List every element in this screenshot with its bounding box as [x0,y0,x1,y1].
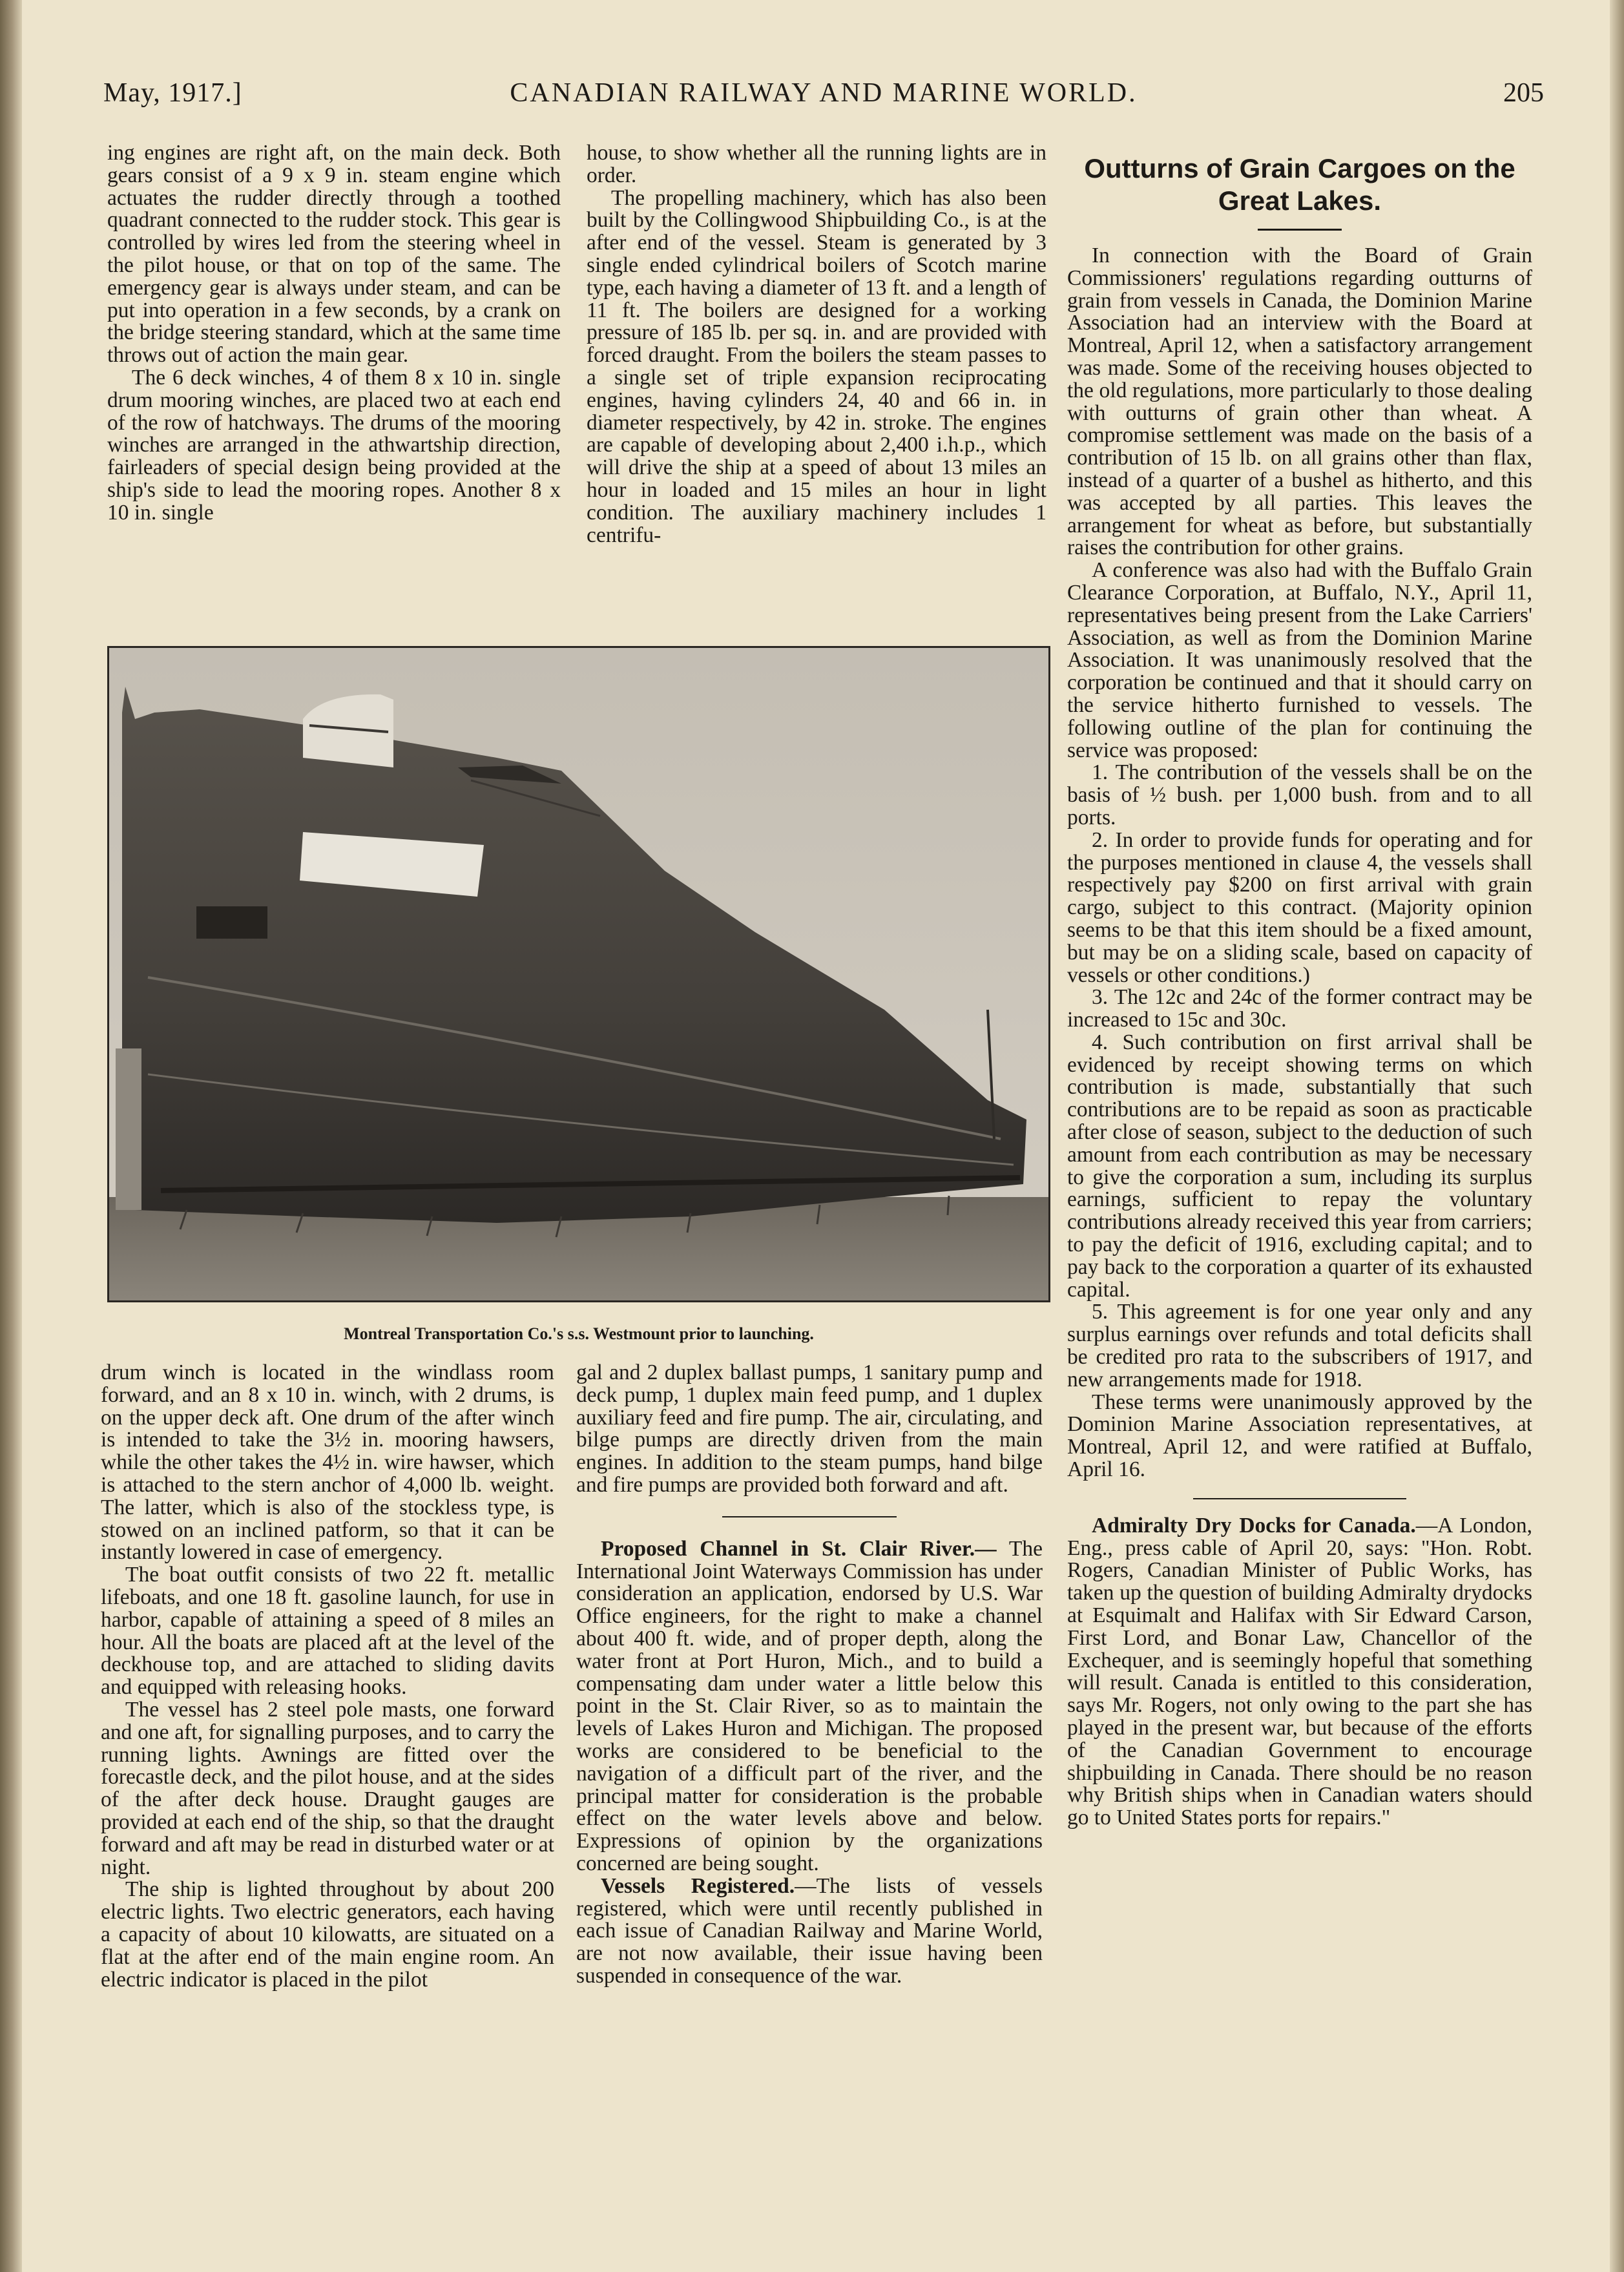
paragraph: ing engines are right aft, on the main deck. Both gears consist of a 9 x 9 in. steam engine which actuates the rudder directly through a toothed quadrant connected to the rudder stock. This gear is controlled by wires led from the steering wheel in the pilot house, or that on top of the same. The emergency gear is always under steam, and can be put into operation in a few seconds, by a crank on the bridge steering standard, which at the same time throws out of action the main gear. [107,141,561,368]
paragraph: The propelling machinery, which has also been built by the Collingwood Shipbuilding Co., is at the after end of the vessel. Steam is generated by 3 single ended cylindrical boilers of Scotch marine type, each having a diameter of 13 ft. and a length of 11 ft. The boilers are designed for a working pressure of 185 lb. per sq. in. and are provided with forced draught. From the boilers the steam passes to a single set of triple expansion reciprocating engines, having cylinders 24, 40 and 66 in. in diameter respectively, by 42 in. stroke. The engines are capable of developing about 2,400 i.h.p., which will drive the ship at a speed of about 13 miles an hour in loaded and 15 miles an hour in light condition. The auxiliary machinery includes 1 centrifu- [587,185,1046,547]
issue-date: May, 1917.] [103,78,242,108]
column-2-bottom [576,1362,1043,1988]
list-item: 2. In order to provide funds for operating and for the purposes mentioned in clause 4, the vessels shall respectively pay $200 on first arrival with grain cargo, subject to this contract. (Majority opinion seems to be that this item should be a fixed amount, but may be on a sliding scale, based on capacity of vessels or other conditions.) [1067,828,1532,987]
figure-caption: Montreal Transportation Co.'s s.s. Westmount prior to launching. [344,1324,814,1343]
news-item-heading: Proposed Channel in St. Clair River.— [601,1536,997,1561]
page-number: 205 [1503,78,1544,108]
paragraph: The ship is lighted throughout by about 200 electric lights. Two electric generators, each having a capacity of about 10 kilowatts, are situated on a flat at the after end of the main engine room. An electric indicator is placed in the pilot [101,1877,554,1992]
news-item-channel [576,1538,1043,1875]
news-item-heading: Vessels Registered. [601,1873,795,1898]
heading-rule [1258,229,1342,231]
paragraph: house, to show whether all the running lights are in order. [587,141,1046,187]
news-item-vessels [576,1875,1043,1988]
list-item: 5. This agreement is for one year only and any surplus earnings over refunds and total deficits shall be credited pro rata to the subscribers of 1917, and new arrangements made for 1918. [1067,1300,1532,1391]
news-item-text: The International Joint Waterways Commission has under consideration an application, endorsed by U.S. War Office engineers, for the right to make a channel about 400 ft. wide, and of proper depth, along the water front at Port Huron, Mich., and to build a compensating dam under water a little below this point in the St. Clair River, so as to maintain the levels of Lakes Huron and Michigan. The proposed works are considered to be beneficial to the navigation of a difficult part of the river, and the principal matter for consideration is the probable effect on the water levels above and below. Expressions of opinion by the organizations concerned are being sought. [576,1536,1043,1875]
column-1-top [107,142,561,525]
news-item-admiralty [1067,1515,1532,1829]
publication-title: CANADIAN RAILWAY AND MARINE WORLD. [510,78,1138,108]
paragraph: The boat outfit consists of two 22 ft. metallic lifeboats, and one 18 ft. gasoline launch, for use in harbor, capable of attaining a speed of 8 miles an hour. All the boats are placed aft at the level of the deckhouse top, and are attached to sliding davits and equipped with releasing hooks. [101,1563,554,1700]
paragraph: The vessel has 2 steel pole masts, one forward and one aft, for signalling purposes, and to carry the running lights. Awnings are fitted over the forecastle deck, and the pilot house, and at the sides of the after deck house. Draught gauges are provided at each end of the ship, so that the draught forward and aft may be read in disturbed water or at night. [101,1697,554,1879]
news-item-heading: Admiralty Dry Docks for Canada. [1092,1513,1416,1537]
paragraph: These terms were unanimously approved by the Dominion Marine Association representatives, at Montreal, April 12, and were ratified at Buffalo, April 16. [1067,1390,1532,1482]
column-2-top [587,142,1046,547]
news-item-text: —The lists of vessels registered, which were until recently published in each issue of Canadian Railway and Marine World, are not now available, their issue having been suspended in consequence of the war. [576,1873,1043,1988]
list-item: 3. The 12c and 24c of the former contract may be increased to 15c and 30c. [1067,985,1532,1032]
list-item: 4. Such contribution on first arrival shall be evidenced by receipt showing terms on which contribution is made, substantially that such contributions are to be repaid as soon as practicable after close of season, subject to the deduction of such amount from each contribution as may be necessary to give the corporation a sum, including its surplus earnings, sufficient to repay the voluntary contributions already received this year from carriers; to pay the deficit of 1916, excluding capital; and to pay back to the corporation a quarter of its exhausted capital. [1067,1030,1532,1302]
column-1-bottom [101,1362,554,1991]
paragraph: drum winch is located in the windlass room forward, and an 8 x 10 in. winch, with 2 drums, is on the upper deck aft. One drum of the after winch is intended to take the 3½ in. mooring hawsers, while the other takes the 4½ in. wire hawser, which is attached to the stern anchor of 4,000 lb. weight. The latter, which is also of the stockless type, is stowed on an inclined patform, so that it can be instantly lowered in case of emergency. [101,1360,554,1565]
running-header [103,78,1544,123]
paragraph: In connection with the Board of Grain Commissioners' regulations regarding outturns of grain from vessels in Canada, the Dominion Marine Association had an interview with the Board at Montreal, April 12, when a satisfactory arrangement was made. Some of the receiving houses objected to the old regulations, more particularly to those dealing with outturns of grain other than wheat. A compromise settlement was made on the basis of a contribution of 15 lb. on all grains other than flax, instead of a quarter of a bushel as hitherto, and this was accepted by all parties. This leaves the arrangement for wheat as before, but substantially raises the contribution for other grains. [1067,244,1532,560]
column-3 [1067,152,1532,1829]
paragraph: The 6 deck winches, 4 of them 8 x 10 in. single drum mooring winches, are placed two at each end of the row of hatchways. The drums of the mooring winches are arranged in the athwartship direction, fairleaders of special design being provided at the ship's side to lead the mooring ropes. Another 8 x 10 in. single [107,365,561,525]
page-binding-shadow [0,0,22,2272]
section-divider [1193,1498,1406,1499]
paragraph: gal and 2 duplex ballast pumps, 1 sanitary pump and deck pump, 1 duplex main feed pump, and 1 duplex auxiliary feed and fire pump. The air, circulating, and bilge pumps are directly driven from the main engines. In addition to the steam pumps, hand bilge and fire pumps are provided both forward and aft. [576,1360,1043,1497]
list-item: 1. The contribution of the vessels shall be on the basis of ½ bush. per 1,000 bush. from and to all ports. [1067,760,1532,829]
page-edge [1610,0,1624,2272]
article-heading: Outturns of Grain Cargoes on the Great Lakes. [1084,153,1515,216]
paragraph: A conference was also had with the Buffalo Grain Clearance Corporation, at Buffalo, N.Y., April 11, representatives being present from the Lake Carriers' Association, as well as from the Dominion Marine Association. It was unanimously resolved that the corporation be continued and that it should carry on the service hitherto furnished to vessels. The following outline of the plan for continuing the service was proposed: [1067,558,1532,762]
ship-photograph [107,646,1050,1302]
section-divider [722,1516,897,1517]
news-item-text: —A London, Eng., press cable of April 20, says: "Hon. Robt. Rogers, Canadian Minister of Public Works, has taken up the question of building Admiralty drydocks at Esquimalt and Halifax with Sir Edward Carson, First Lord, and Bonar Law, Chancellor of the Exchequer, and is seemingly hopeful that something will result. Canada is entitled to this consideration, says Mr. Rogers, not only owing to the part she has played in the present war, but because of the efforts of the Canadian Government to encourage shipbuilding in Canada. There should be no reason why British ships when in Canadian waters should go to United States ports for repairs." [1067,1513,1532,1830]
